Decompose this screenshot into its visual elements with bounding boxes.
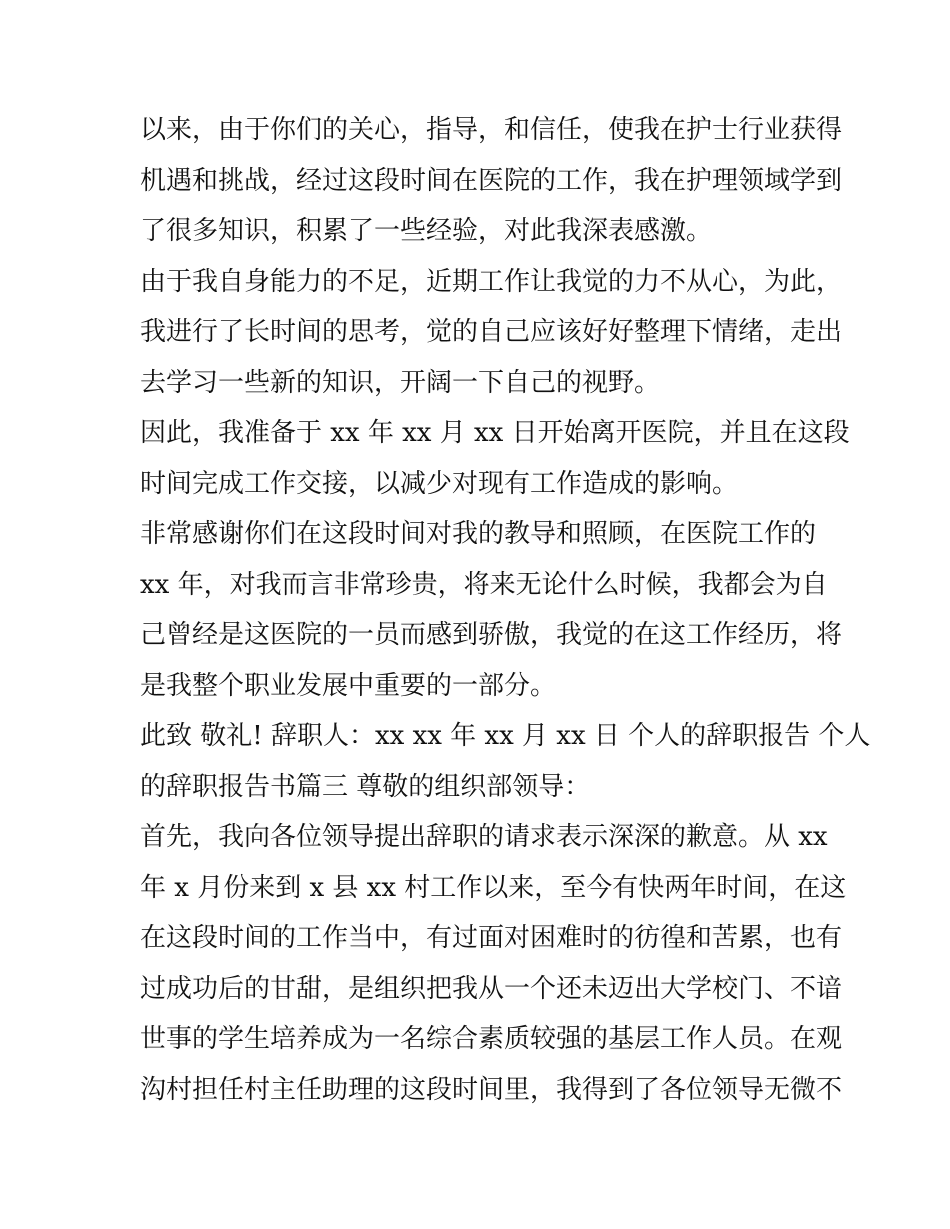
text-line: 去学习一些新的知识，开阔一下自己的视野。	[140, 367, 661, 398]
text-line: 世事的学生培养成为一名综合素质较强的基层工作人员。在观	[140, 1024, 843, 1054]
document-body	[140, 105, 871, 1115]
text-line: 是我整个职业发展中重要的一部分。	[140, 670, 557, 701]
text-line: 由于我自身能力的不足，近期工作让我觉的力不从心，为此，	[140, 266, 843, 297]
text-line: 我进行了长时间的思考，觉的自己应该好好整理下情绪，走出	[140, 317, 843, 347]
text-line: 以来，由于你们的关心，指导，和信任，使我在护士行业获得	[140, 115, 843, 145]
text-line: 首先，我向各位领导提出辞职的请求表示深深的歉意。从 xx	[140, 822, 828, 852]
text-line: xx 年，对我而言非常珍贵，将来无论什么时候，我都会为自	[140, 569, 828, 600]
text-line: 年 x 月份来到 x 县 xx 村工作以来，至今有快两年时间，在这	[140, 872, 847, 903]
text-line: 此致 敬礼! 辞职人：xx xx 年 xx 月 xx 日 个人的辞职报告 个人	[140, 721, 871, 751]
text-line: 过成功后的甘甜，是组织把我从一个还未迈出大学校门、不谙	[140, 973, 843, 1004]
text-line: 沟村担任村主任助理的这段时间里，我得到了各位领导无微不	[140, 1074, 843, 1105]
text-line: 非常感谢你们在这段时间对我的教导和照顾，在医院工作的	[140, 519, 817, 549]
text-line: 的辞职报告书篇三 尊敬的组织部领导：	[140, 771, 591, 802]
text-line: 机遇和挑战，经过这段时间在医院的工作，我在护理领域学到	[140, 165, 843, 196]
text-line: 了很多知识，积累了一些经验，对此我深表感激。	[140, 216, 713, 246]
text-line: 因此，我准备于 xx 年 xx 月 xx 日开始离开医院，并且在这段	[140, 418, 850, 448]
text-line: 己曾经是这医院的一员而感到骄傲，我觉的在这工作经历，将	[140, 620, 843, 650]
text-line: 在这段时间的工作当中，有过面对困难时的彷徨和苦累，也有	[140, 923, 843, 953]
text-line: 时间完成工作交接，以减少对现有工作造成的影响。	[140, 468, 739, 499]
